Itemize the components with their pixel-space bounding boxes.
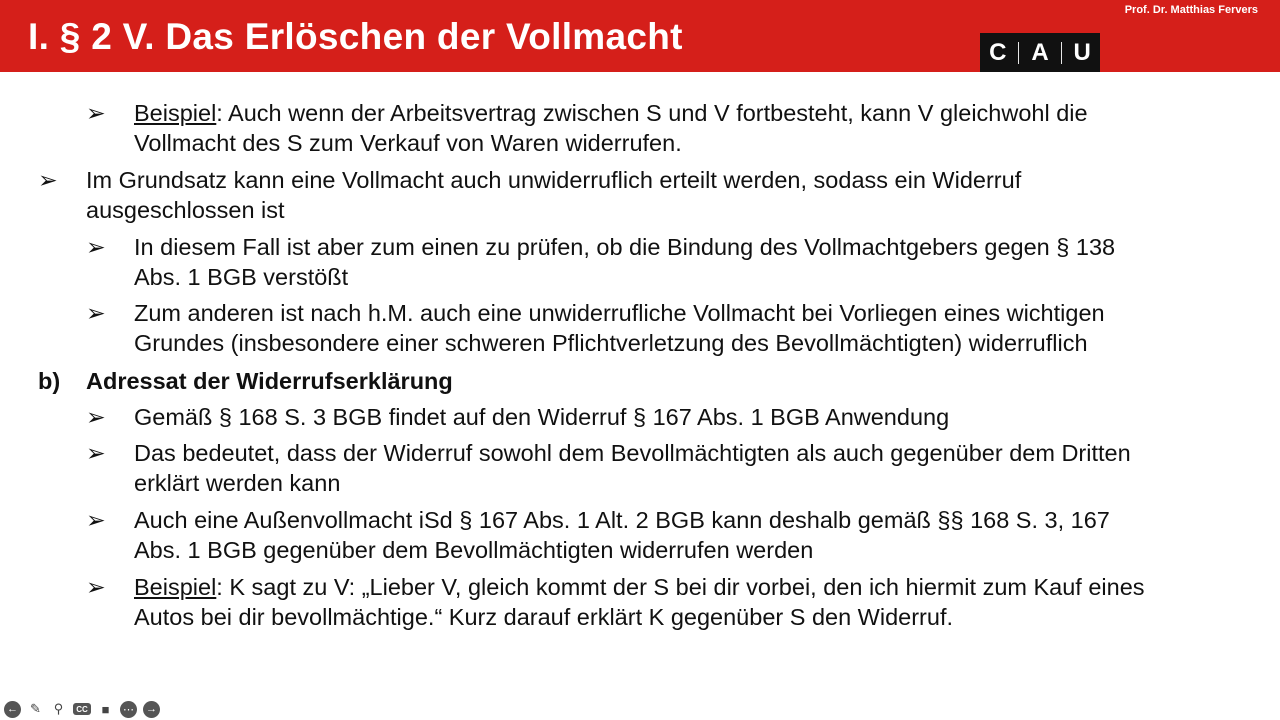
pen-icon[interactable]: ✎ — [30, 701, 41, 716]
arrow-bullet-icon: ➢ — [86, 300, 106, 326]
arrow-bullet-icon: ➢ — [86, 440, 106, 466]
bullet-text: Abs. 1 BGB verstößt — [134, 264, 349, 290]
bullet-important-reason — [86, 298, 1105, 358]
logo-divider — [1061, 42, 1062, 64]
next-icon[interactable]: → — [143, 701, 160, 718]
bullet-irrevocable — [38, 165, 1022, 225]
slide-title: I. § 2 V. Das Erlöschen der Vollmacht — [28, 16, 683, 57]
bullet-example-contract — [86, 98, 1088, 158]
bullet-text: Gemäß § 168 S. 3 BGB findet auf den Widerruf § 167 Abs. 1 BGB Anwendung — [134, 404, 950, 430]
section-label: b) — [38, 368, 61, 394]
arrow-bullet-icon: ➢ — [38, 167, 58, 193]
example-keyword: Beispiel — [134, 100, 217, 126]
bullet-text: ausgeschlossen ist — [86, 197, 285, 223]
title-bar — [0, 0, 1280, 72]
bullet-text: Grundes (insbesondere einer schweren Pflichtverletzung des Bevollmächtigten) widerruflich — [134, 330, 1088, 356]
bullet-text: Im Grundsatz kann eine Vollmacht auch unwiderruflich erteilt werden, sodass ein Widerruf — [86, 167, 1022, 193]
bullet-external-authority — [86, 505, 1110, 565]
arrow-bullet-icon: ➢ — [86, 404, 106, 430]
example-keyword: Beispiel — [134, 574, 217, 600]
logo-letter-a: A — [1031, 38, 1049, 66]
arrow-bullet-icon: ➢ — [86, 100, 106, 126]
bullet-text: Auch eine Außenvollmacht iSd § 167 Abs. 1 Alt. 2 BGB kann deshalb gemäß §§ 168 S. 3, 167 — [134, 507, 1110, 533]
bullet-168 — [86, 402, 950, 432]
magnifier-icon[interactable]: ⚲ — [53, 701, 64, 716]
arrow-bullet-icon: ➢ — [86, 234, 106, 260]
logo-divider — [1018, 42, 1019, 64]
bullet-text: Autos bei dir bevollmächtige.“ Kurz darauf erklärt K gegenüber S den Widerruf. — [134, 604, 954, 630]
bullet-text: In diesem Fall ist aber zum einen zu prüfen, ob die Bindung des Vollmachtgebers gegen § 138 — [134, 234, 1116, 260]
bullet-text: Abs. 1 BGB gegenüber dem Bevollmächtigten widerrufen werden — [134, 537, 814, 563]
camera-icon[interactable]: ■ — [101, 701, 110, 717]
bullet-text: Vollmacht des S zum Verkauf von Waren widerrufen. — [134, 130, 682, 156]
presentation-controls — [4, 700, 160, 718]
bullet-text: : K sagt zu V: „Lieber V, gleich kommt der S bei dir vorbei, den ich hiermit zum Kauf eines — [216, 574, 1145, 600]
bullet-meaning — [86, 438, 1131, 498]
arrow-bullet-icon: ➢ — [86, 574, 106, 600]
prev-icon[interactable]: ← — [4, 701, 21, 718]
captions-button[interactable]: CC — [73, 703, 91, 715]
cau-logo — [980, 33, 1100, 72]
more-icon[interactable]: ⋯ — [120, 701, 137, 718]
section-heading-b — [38, 366, 453, 396]
arrow-bullet-icon: ➢ — [86, 507, 106, 533]
bullet-example-car — [86, 572, 1145, 632]
bullet-text: Das bedeutet, dass der Widerruf sowohl dem Bevollmächtigten als auch gegenüber dem Dritten — [134, 440, 1131, 466]
bullet-text: erklärt werden kann — [134, 470, 341, 496]
logo-letter-c: C — [989, 38, 1007, 66]
bullet-text: Zum anderen ist nach h.M. auch eine unwiderrufliche Vollmacht bei Vorliegen eines wichtigen — [134, 300, 1105, 326]
logo-letter-u: U — [1073, 38, 1091, 66]
section-heading-text: Adressat der Widerrufserklärung — [86, 368, 453, 394]
author-label: Prof. Dr. Matthias Fervers — [1124, 4, 1258, 16]
bullet-text: : Auch wenn der Arbeitsvertrag zwischen S und V fortbesteht, kann V gleichwohl die — [216, 100, 1088, 126]
bullet-138 — [86, 232, 1116, 292]
